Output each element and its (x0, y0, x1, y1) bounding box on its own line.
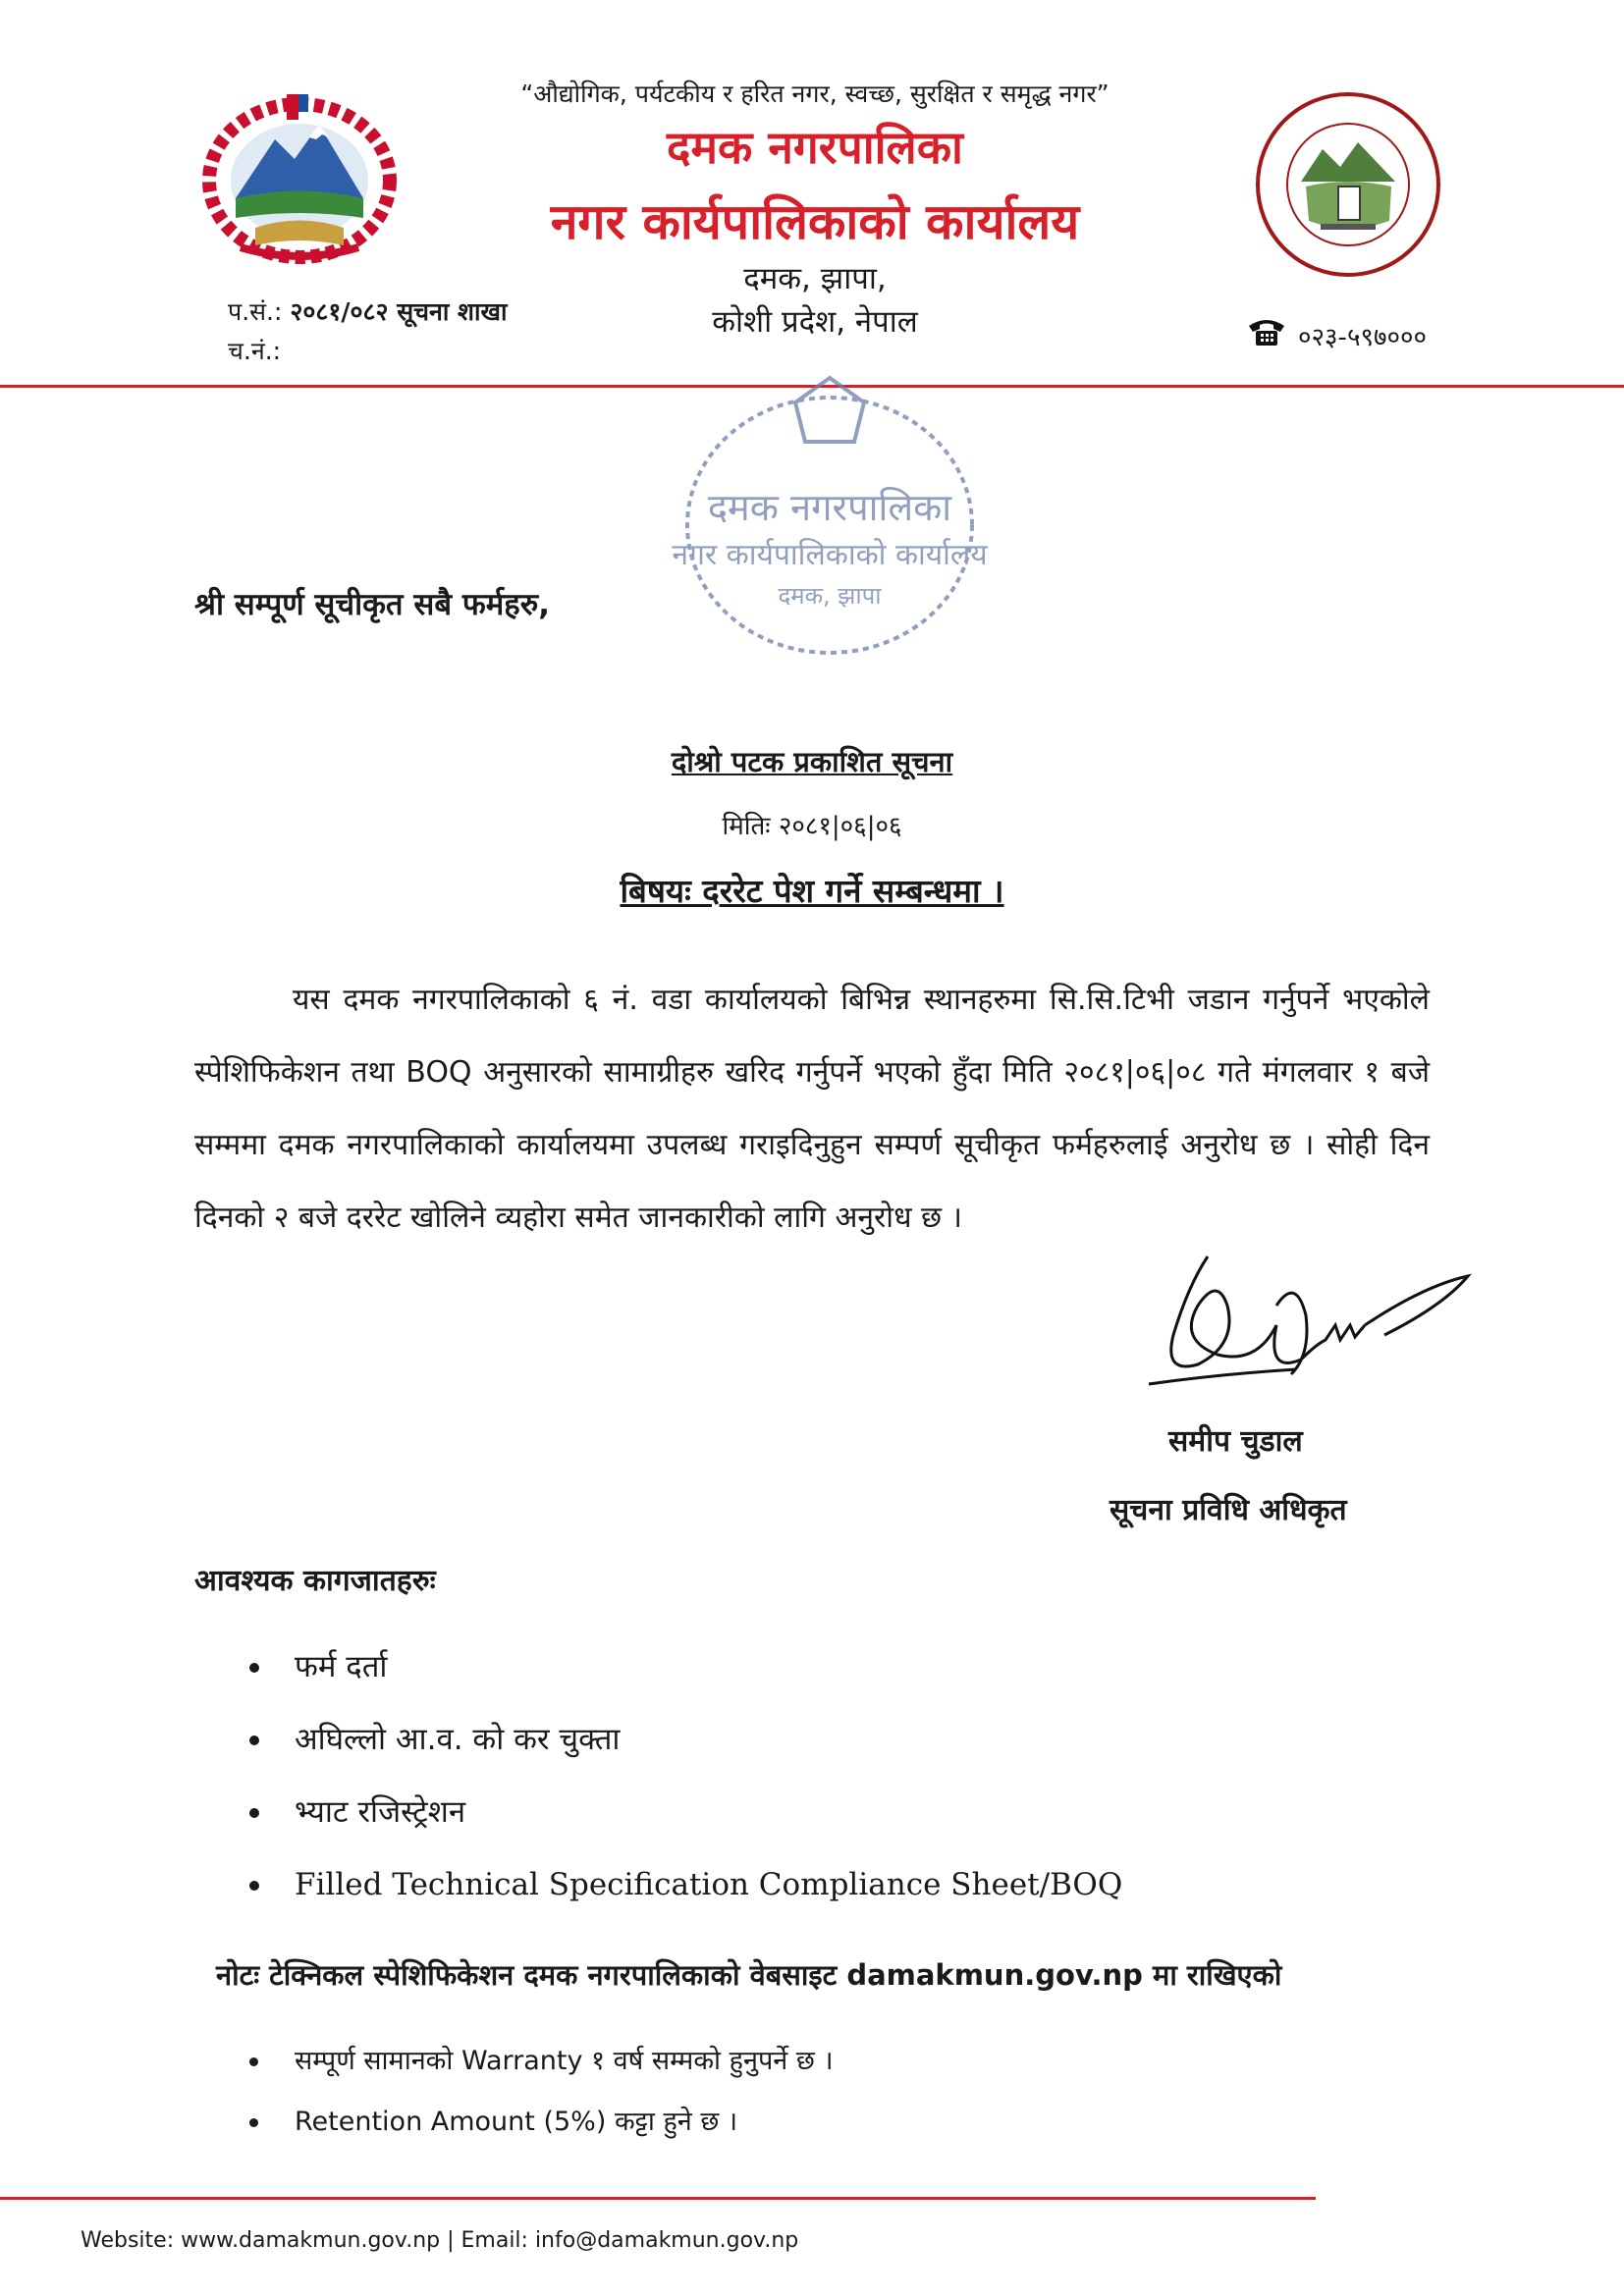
notice-body-paragraph: यस दमक नगरपालिकाको ६ नं. वडा कार्यालयको बिभिन्न स्थानहरुमा सि.सि.टिभी जडान गर्नुपर्ने भएकोले स्पेशिफिकेशन तथा BOQ अनुसारको सामाग्रीहरु खरिद गर्नुपर्ने भएको हुँदा मिति २०८१|०६|०८ गते मंगलवार १ बजे सम्ममा दमक नगरपालिकाको कार्यालयमा उपलब्ध गराइदिनुहुन सम्पर्ण सूचीकृत फर्महरुलाई अनुरोध छ । सोही दिन दिनको २ बजे दररेट खोलिने व्यहोरा समेत जानकारीको लागि अनुरोध छ । (194, 983, 1430, 1235)
handwritten-signature-icon (1129, 1247, 1483, 1404)
office-name: नगर कार्यपालिकाको कार्यालय (550, 193, 1080, 250)
notice-date: मितिः २०८१|०६|०६ (722, 812, 902, 841)
list-item: Filled Technical Specification Compliance Sheet/BOQ (245, 1855, 1326, 1928)
stamp-line-1: दमक नगरपालिका (707, 486, 952, 529)
signatory-name: समीप चुडाल (1168, 1424, 1303, 1459)
list-item: Retention Amount (5%) कट्टा हुने छ । (245, 2097, 1326, 2158)
list-item: अघिल्लो आ.व. को कर चुक्ता (245, 1710, 1326, 1783)
list-item: फर्म दर्ता (245, 1637, 1326, 1710)
municipality-name: दमक नगरपालिका (667, 121, 963, 174)
footer-contact: Website: www.damakmun.gov.np | Email: info@damakmun.gov.np (81, 2228, 799, 2253)
addressee: श्री सम्पूर्ण सूचीकृत सबै फर्महरु, (194, 587, 551, 622)
conditions-list (245, 2036, 1326, 2158)
required-documents-list (245, 1637, 1326, 1928)
required-documents-title: आवश्यक कागजातहरुः (194, 1564, 436, 1598)
footer-divider (0, 2197, 1316, 2200)
stamp-line-2: नगर कार्यपालिकाको कार्यालय (672, 538, 988, 572)
municipality-motto: “औद्योगिक, पर्यटकीय र हरित नगर, स्वच्छ, सुरक्षित र समृद्ध नगर” (520, 80, 1110, 108)
telephone-icon (1247, 316, 1286, 354)
list-item: भ्याट रजिस्ट्रेशन (245, 1783, 1326, 1855)
phone-number: ०२३-५९७००० (1298, 322, 1428, 352)
reference-value: २०८१/०८२ सूचना शाखा (290, 297, 508, 326)
address-line-1: दमक, झापा, (743, 261, 887, 296)
signatory-title: सूचना प्रविधि अधिकृत (1110, 1493, 1347, 1527)
reference-number (228, 294, 507, 328)
office-stamp-icon (668, 363, 992, 667)
dispatch-number-label: च.नं.: (228, 337, 282, 365)
website-note: नोटः टेक्निकल स्पेशिफिकेशन दमक नगरपालिकाको वेबसाइट damakmun.gov.np मा राखिएको (216, 1958, 1282, 1992)
reference-label: प.सं.: (228, 297, 283, 326)
office-address (589, 257, 1041, 344)
list-item: सम्पूर्ण सामानको Warranty १ वर्ष सम्मको हुनुपर्ने छ । (245, 2036, 1326, 2097)
damak-municipality-seal-icon (1252, 88, 1444, 281)
address-line-2: कोशी प्रदेश, नेपाल (712, 304, 918, 340)
phone-contact (1247, 316, 1427, 354)
nepal-government-emblem-icon (196, 90, 403, 265)
notice-heading: दोश्रो पटक प्रकाशित सूचना (671, 745, 953, 778)
stamp-line-3: दमक, झापा (778, 582, 882, 610)
notice-subject: बिषयः दररेट पेश गर्ने सम्बन्धमा । (620, 872, 1004, 910)
